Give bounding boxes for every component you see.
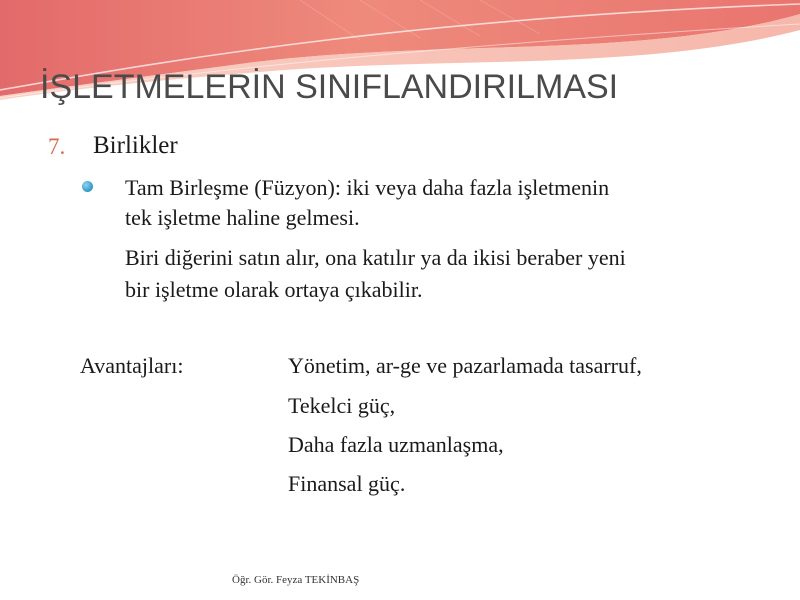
advantage-item: Finansal güç. [288,471,406,496]
paragraph-line-1: Biri diğerini satın alır, ona katılır ya da ikisi beraber yeni [125,245,626,270]
bullet-icon [82,181,93,192]
list-number: 7. [48,134,66,159]
paragraph-line-2: bir işletme olarak ortaya çıkabilir. [125,277,423,302]
advantage-item: Tekelci güç, [288,393,396,418]
bullet-line-1: Tam Birleşme (Füzyon): iki veya daha fazla işletmenin [125,175,610,200]
advantage-item: Daha fazla uzmanlaşma, [288,432,504,457]
footer-author: Öğr. Gör. Feyza TEKİNBAŞ [232,574,360,586]
advantages-label: Avantajları: [80,353,184,378]
slide-title: İŞLETMELERİN SINIFLANDIRILMASI [40,68,619,106]
list-heading: Birlikler [93,132,178,159]
bullet-line-2: tek işletme haline gelmesi. [125,205,360,230]
advantage-item: Yönetim, ar-ge ve pazarlamada tasarruf, [288,353,642,378]
